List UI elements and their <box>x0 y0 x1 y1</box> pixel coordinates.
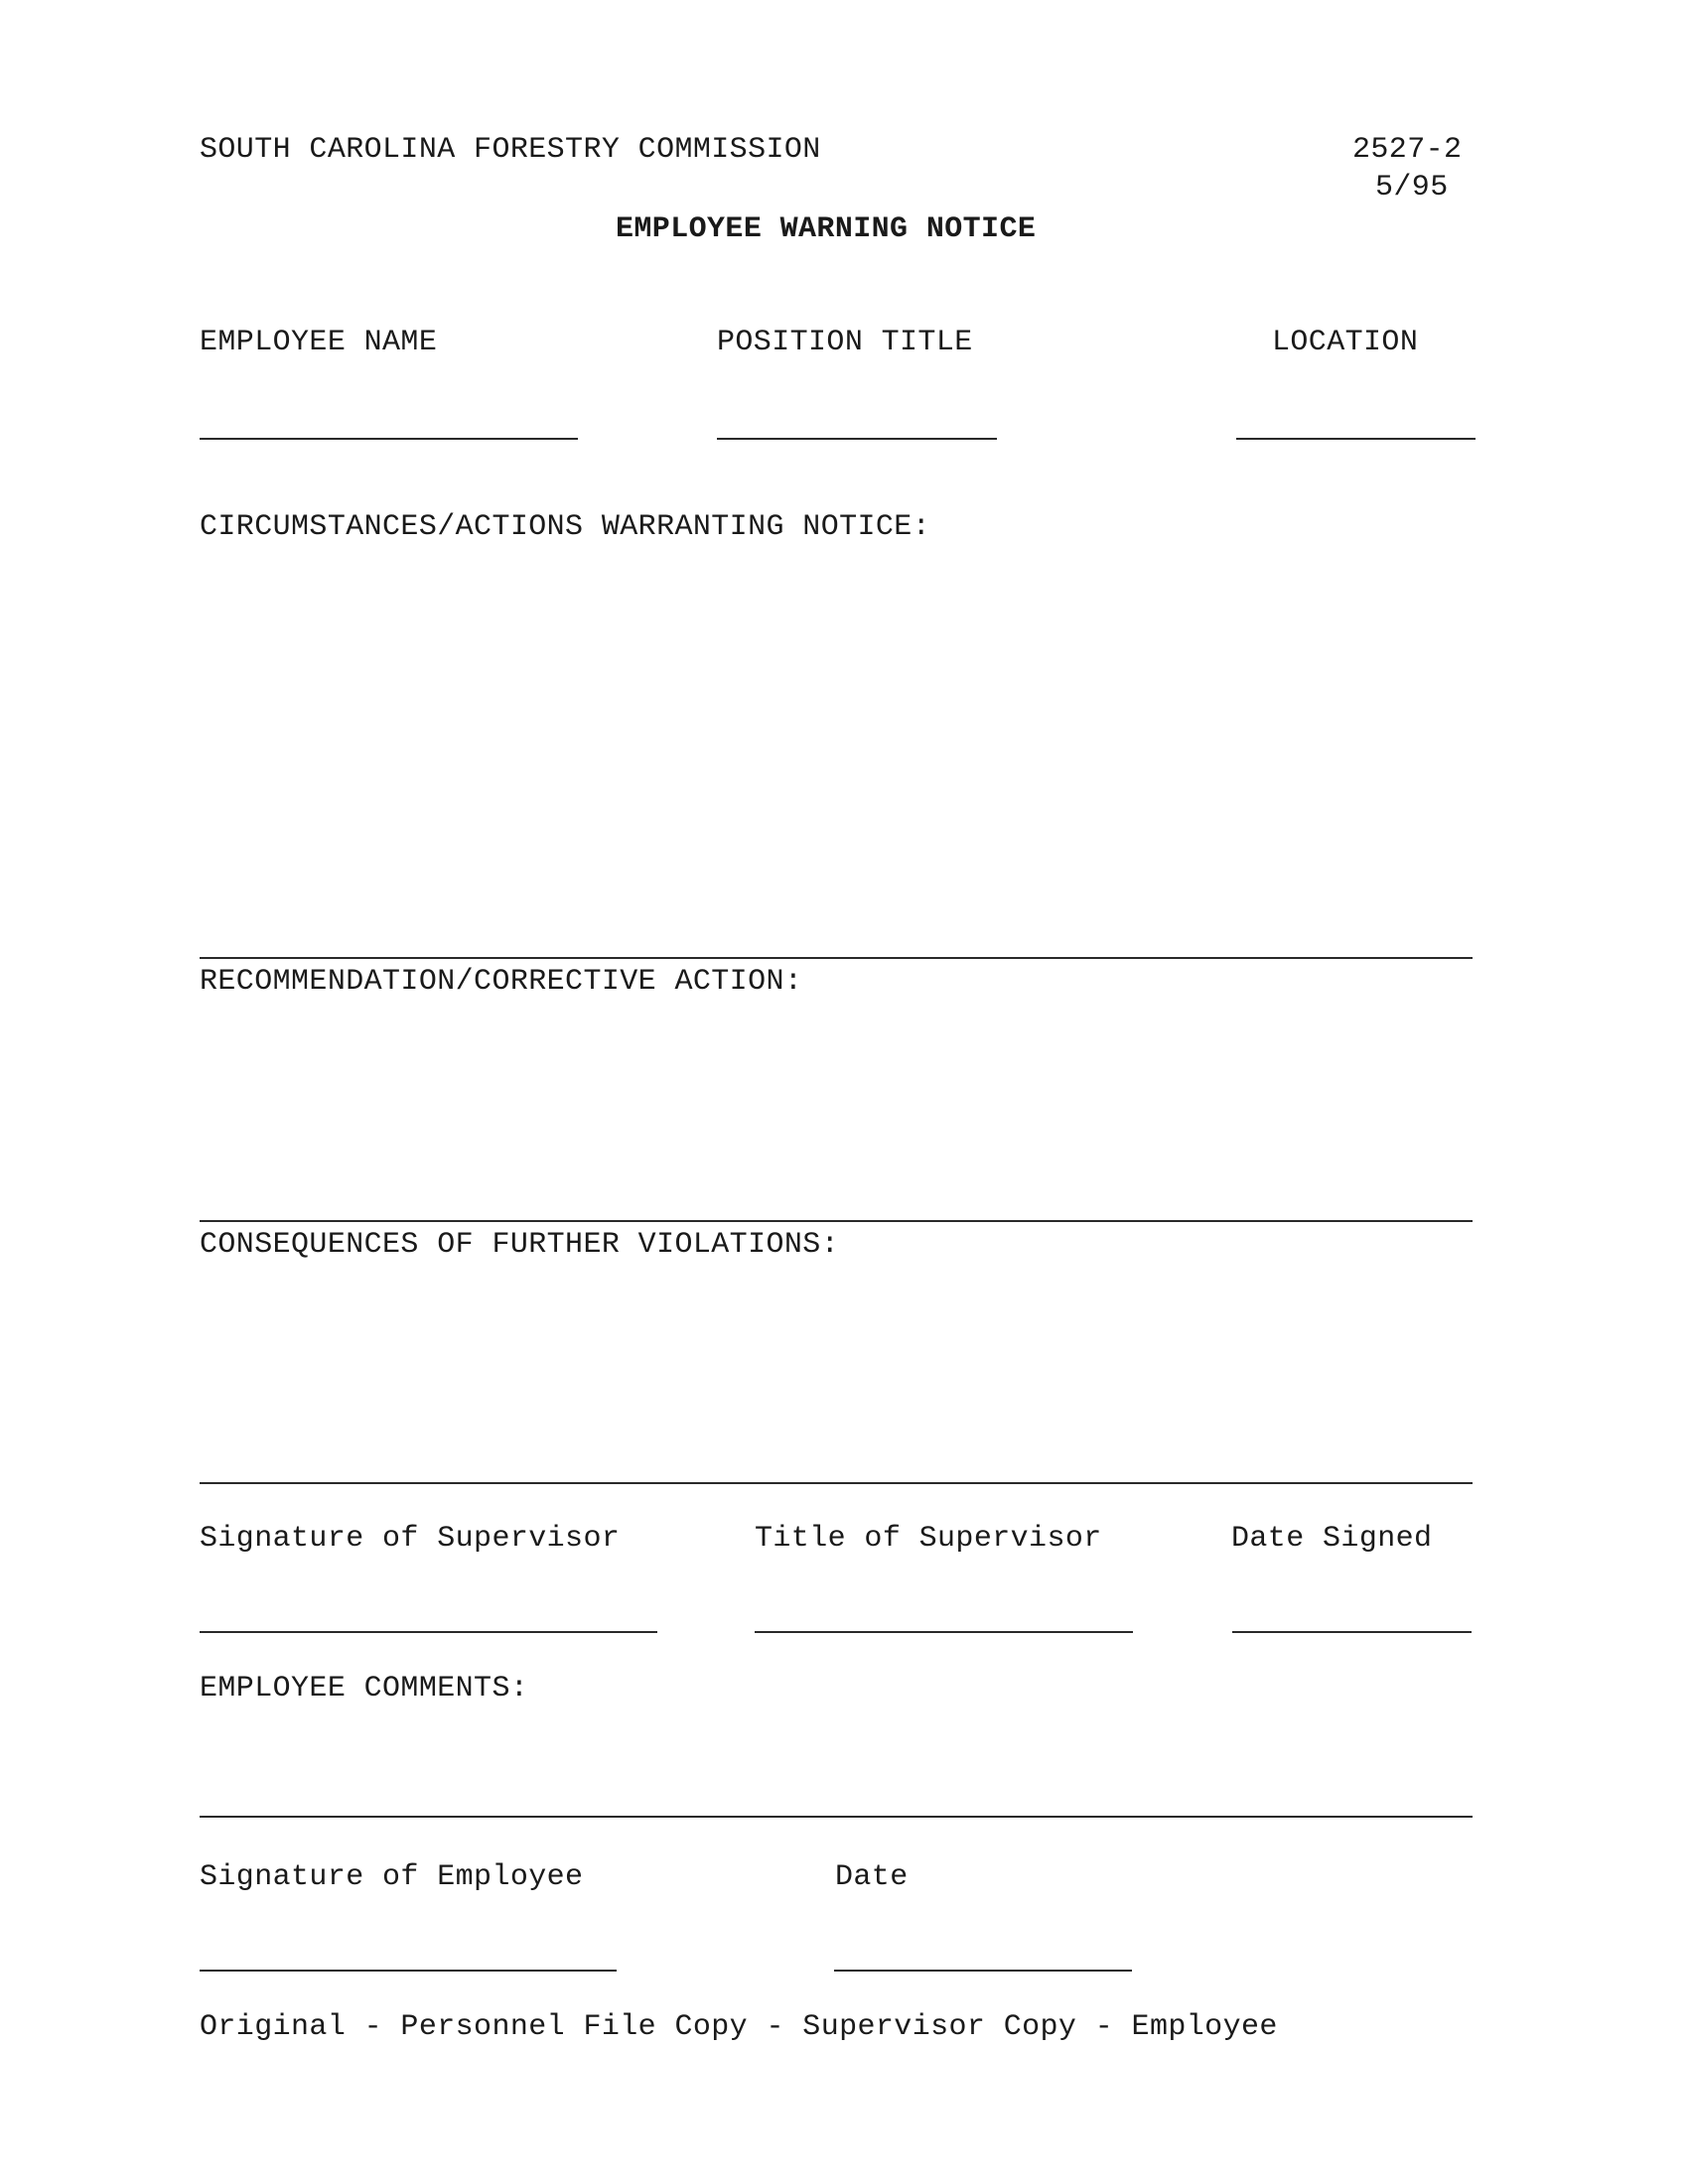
supervisor-date-line <box>1232 1631 1472 1633</box>
employee-date-label: Date <box>835 1860 909 1894</box>
supervisor-title-line <box>755 1631 1133 1633</box>
location-line <box>1236 438 1476 440</box>
position-title-label: POSITION TITLE <box>717 326 973 359</box>
circumstances-field[interactable] <box>200 556 1473 953</box>
supervisor-date-label: Date Signed <box>1231 1522 1433 1556</box>
circumstances-line <box>200 957 1473 959</box>
supervisor-date-field[interactable] <box>1232 1588 1472 1632</box>
employee-comments-line <box>200 1816 1473 1818</box>
consequences-field[interactable] <box>200 1274 1473 1477</box>
consequences-label: CONSEQUENCES OF FURTHER VIOLATIONS: <box>200 1228 840 1262</box>
supervisor-title-field[interactable] <box>755 1588 1133 1632</box>
form-revision-date: 5/95 <box>1375 171 1449 205</box>
recommendation-field[interactable] <box>200 1011 1473 1214</box>
location-label: LOCATION <box>1272 326 1419 359</box>
circumstances-label: CIRCUMSTANCES/ACTIONS WARRANTING NOTICE: <box>200 510 931 544</box>
recommendation-label: RECOMMENDATION/CORRECTIVE ACTION: <box>200 965 803 999</box>
recommendation-line <box>200 1220 1473 1222</box>
supervisor-signature-field[interactable] <box>200 1588 657 1632</box>
supervisor-signature-line <box>200 1631 657 1633</box>
employee-name-line <box>200 438 578 440</box>
page-title: EMPLOYEE WARNING NOTICE <box>616 212 1037 246</box>
supervisor-signature-label: Signature of Supervisor <box>200 1522 621 1556</box>
employee-signature-label: Signature of Employee <box>200 1860 584 1894</box>
employee-name-label: EMPLOYEE NAME <box>200 326 438 359</box>
employee-name-field[interactable] <box>200 395 578 439</box>
employee-comments-label: EMPLOYEE COMMENTS: <box>200 1672 529 1706</box>
employee-date-field[interactable] <box>834 1926 1132 1970</box>
employee-signature-line <box>200 1970 617 1972</box>
position-title-field[interactable] <box>717 395 997 439</box>
employee-comments-field[interactable] <box>200 1717 1473 1812</box>
form-number: 2527-2 <box>1352 133 1463 167</box>
position-title-line <box>717 438 997 440</box>
distribution-note: Original - Personnel File Copy - Supervisor Copy - Employee <box>200 2010 1278 2044</box>
employee-signature-field[interactable] <box>200 1926 617 1970</box>
consequences-line <box>200 1482 1473 1484</box>
supervisor-title-label: Title of Supervisor <box>755 1522 1102 1556</box>
location-field[interactable] <box>1236 395 1476 439</box>
employee-date-line <box>834 1970 1132 1972</box>
agency-name: SOUTH CAROLINA FORESTRY COMMISSION <box>200 133 821 167</box>
